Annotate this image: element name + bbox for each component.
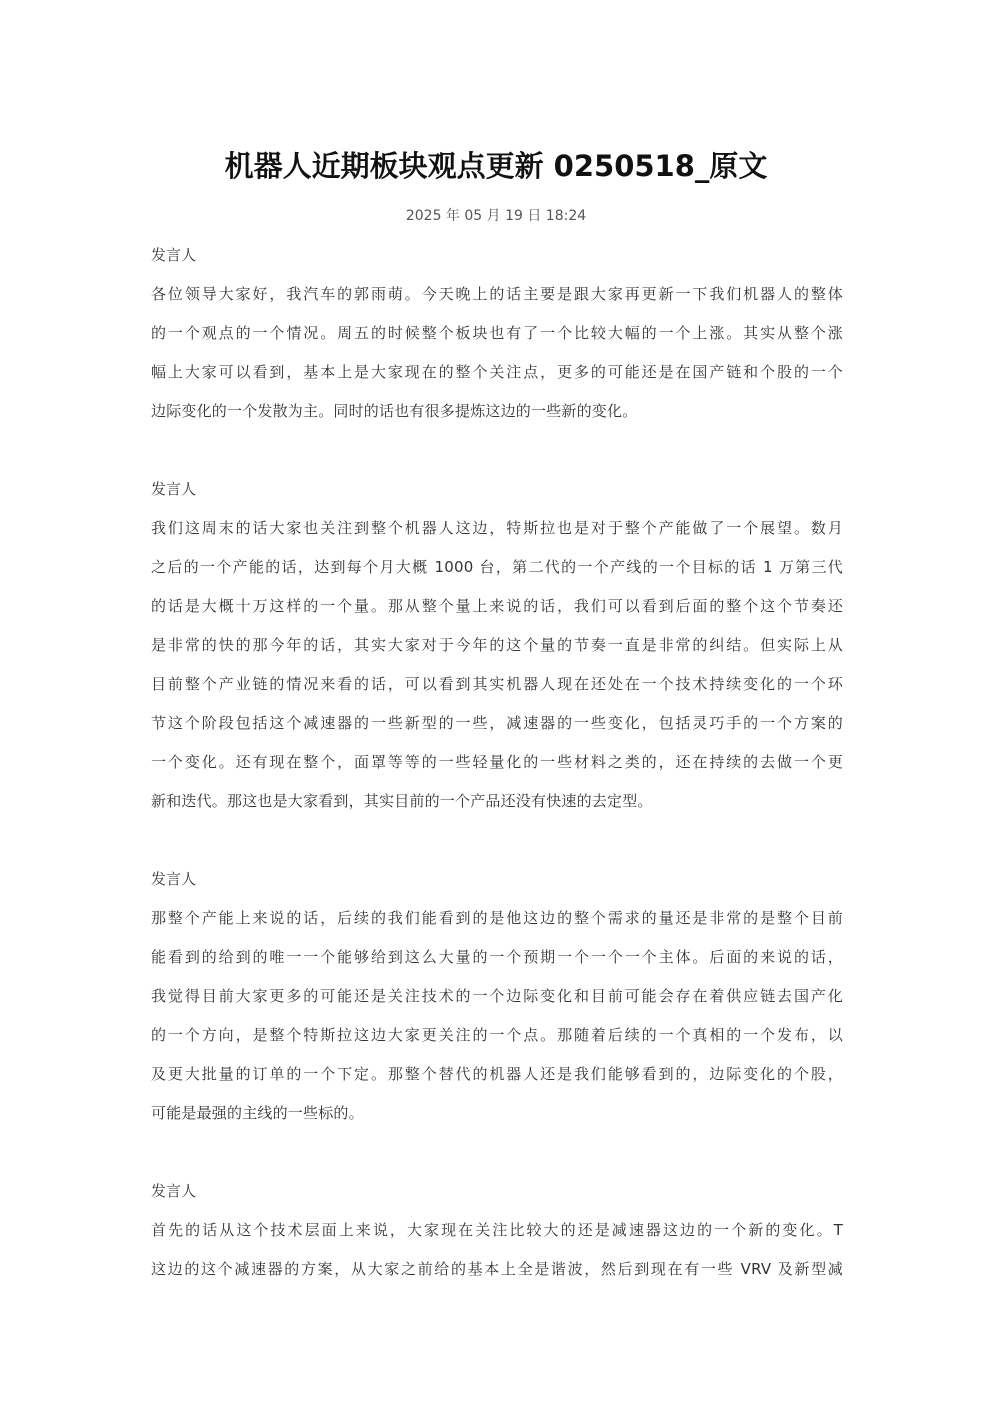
document-date: 2025 年 05 月 19 日 18:24: [405, 208, 587, 224]
document-title: 机器人近期板块观点更新 0250518_原文: [224, 149, 768, 183]
paragraph-line: 幅上大家可以看到，基本上是大家现在的整个关注点，更多的可能还是在国产链和个股的一个: [151, 363, 843, 381]
paragraph-line: 及更大批量的订单的一个下定。那整个替代的机器人还是我们能够看到的，边际变化的个股，: [151, 1065, 843, 1083]
paragraph-line: 我们这周末的话大家也关注到整个机器人这边，特斯拉也是对于整个产能做了一个展望。数月: [151, 519, 843, 537]
speaker-label: 发言人: [151, 1182, 197, 1200]
paragraph-line: 的话是大概十万这样的一个量。那从整个量上来说的话，我们可以看到后面的整个这个节奏还: [151, 597, 843, 615]
paragraph-line: 能看到的给到的唯一一个能够给到这么大量的一个预期一个一个一个主体。后面的来说的话，: [151, 948, 843, 966]
paragraph-line: 那整个产能上来说的话，后续的我们能看到的是他这边的整个需求的量还是非常的是整个目前: [151, 909, 843, 927]
paragraph-line: 新和迭代。那这也是大家看到，其实目前的一个产品还没有快速的去定型。: [151, 792, 653, 810]
speaker-label: 发言人: [151, 246, 197, 264]
paragraph-line: 边际变化的一个发散为主。同时的话也有很多提炼这边的一些新的变化。: [151, 402, 638, 420]
transcript-section: [151, 860, 843, 1133]
paragraph-line: 可能是最强的主线的一些标的。: [151, 1104, 364, 1122]
paragraph-line: 是非常的快的那今年的话，其实大家对于今年的这个量的节奏一直是非常的纠结。但实际上从: [151, 636, 843, 654]
paragraph-line: 一个变化。还有现在整个，面罩等等的一些轻量化的一些材料之类的，还在持续的去做一个更: [151, 753, 843, 771]
paragraph-line: 的一个观点的一个情况。周五的时候整个板块也有了一个比较大幅的一个上涨。其实从整个涨: [151, 324, 843, 342]
speaker-label: 发言人: [151, 480, 197, 498]
paragraph-line: 的一个方向，是整个特斯拉这边大家更关注的一个点。那随着后续的一个真相的一个发布，以: [151, 1026, 843, 1044]
paragraph-line: 各位领导大家好，我汽车的郭雨萌。今天晚上的话主要是跟大家再更新一下我们机器人的整体: [151, 285, 843, 303]
paragraph-line: 目前整个产业链的情况来看的话，可以看到其实机器人现在还处在一个技术持续变化的一个环: [151, 675, 843, 693]
transcript-section: [151, 236, 843, 431]
paragraph-line: 节这个阶段包括这个减速器的一些新型的一些，减速器的一些变化，包括灵巧手的一个方案的: [151, 714, 843, 732]
paragraph-line: 这边的这个减速器的方案，从大家之前给的基本上全是谐波，然后到现在有一些 VRV 及新型减: [151, 1260, 843, 1278]
paragraph-line: 之后的一个产能的话，达到每个月大概 1000 台，第二代的一个产线的一个目标的话 1 万第三代: [151, 558, 843, 576]
paragraph-line: 我觉得目前大家更多的可能还是关注技术的一个边际变化和目前可能会存在着供应链去国产化: [151, 987, 843, 1005]
transcript-section: [151, 1172, 843, 1289]
transcript-body: [151, 236, 843, 1328]
speaker-label: 发言人: [151, 870, 197, 888]
transcript-section: [151, 470, 843, 821]
paragraph-line: 首先的话从这个技术层面上来说，大家现在关注比较大的还是减速器这边的一个新的变化。T: [151, 1221, 843, 1239]
